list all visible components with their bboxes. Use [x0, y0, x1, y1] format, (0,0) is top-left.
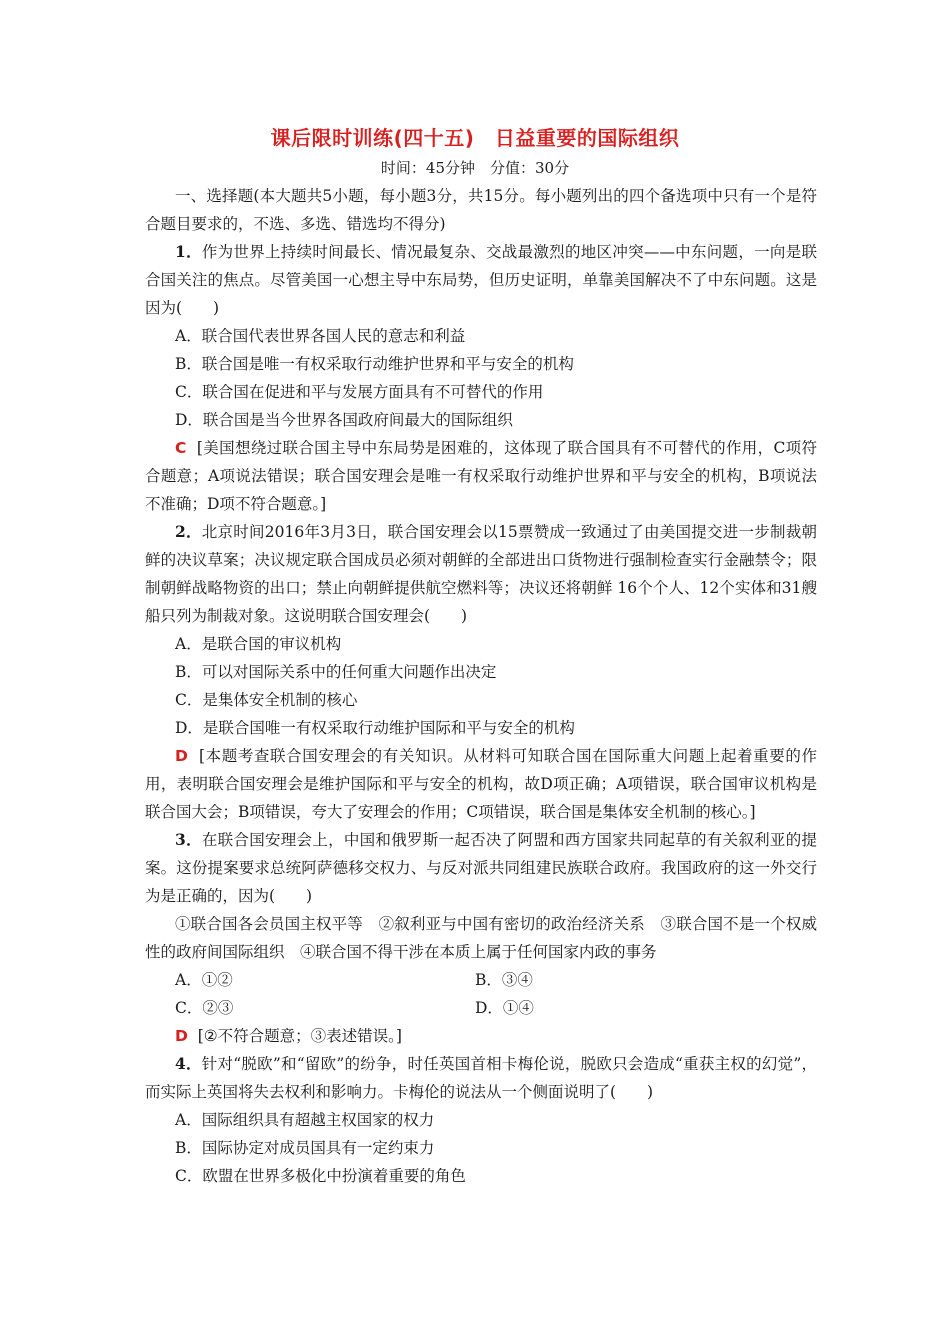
question-2-option-d: D．是联合国唯一有权采取行动维护国际和平与安全的机构 [175, 719, 575, 737]
question-4-option-b: B．国际协定对成员国具有一定约束力 [175, 1139, 435, 1157]
question-3-option-a: A．①② [175, 971, 233, 989]
answer-letter: D [175, 1027, 188, 1045]
question-4-stem [145, 1050, 817, 1106]
question-number: 1． [175, 242, 202, 261]
question-2-stem [145, 518, 817, 630]
page-title: 课后限时训练(四十五) 日益重要的国际组织 [270, 126, 680, 150]
answer-explanation: [本题考查联合国安理会的有关知识。从材料可知联合国在国际重大问题上起着重要的作用，表明联合国安理会是维护国际和平与安全的机构，故D项正确；A项错误，联合国审议机构是联合国大会；B项错误，夸大了安理会的作用；C项错误，联合国是集体安全机制的核心。] [145, 747, 817, 821]
question-number: 3． [175, 830, 202, 849]
question-text: 在联合国安理会上，中国和俄罗斯一起否决了阿盟和西方国家共同起草的有关叙利亚的提案。这份提案要求总统阿萨德移交权力、与反对派共同组建民族联合政府。我国政府的这一外交行为是正确的，因为( ) [145, 831, 817, 905]
question-3-option-c: C．②③ [175, 999, 234, 1017]
question-2-option-c: C．是集体安全机制的核心 [175, 691, 358, 709]
question-4-option-a: A．国际组织具有超越主权国家的权力 [175, 1111, 435, 1129]
question-1-answer [145, 434, 817, 518]
question-1-option-b: B．联合国是唯一有权采取行动维护世界和平与安全的机构 [175, 355, 574, 373]
question-2-option-a: A．是联合国的审议机构 [175, 635, 342, 653]
answer-explanation: [美国想绕过联合国主导中东局势是困难的，这体现了联合国具有不可替代的作用，C项符合题意；A项说法错误；联合国安理会是唯一有权采取行动维护世界和平与安全的机构，B项说法不准确；D项不符合题意。] [145, 439, 817, 513]
question-4-option-c: C．欧盟在世界多极化中扮演着重要的角色 [175, 1167, 466, 1185]
question-text: 针对“脱欧”和“留欧”的纷争，时任英国首相卡梅伦说，脱欧只会造成“重获主权的幻觉”，而实际上英国将失去权利和影响力。卡梅伦的说法从一个侧面说明了( ) [145, 1055, 817, 1101]
question-3-options-row-2 [145, 994, 817, 1022]
question-3-statements: ①联合国各会员国主权平等 ②叙利亚与中国有密切的政治经济关系 ③联合国不是一个权威性的政府间国际组织 ④联合国不得干涉在本质上属于任何国家内政的事务 [145, 915, 817, 961]
question-3-option-b: B．③④ [475, 971, 533, 989]
answer-explanation: [②不符合题意；③表述错误。] [197, 1027, 402, 1045]
section-intro: 一、选择题(本大题共5小题，每小题3分，共15分。每小题列出的四个备选项中只有一个是符合题目要求的，不选、多选、错选均不得分) [145, 187, 817, 233]
question-2-answer [145, 742, 817, 826]
question-3-options-row-1 [145, 966, 817, 994]
question-1-option-a: A．联合国代表世界各国人民的意志和利益 [175, 327, 466, 345]
question-2-option-b: B．可以对国际关系中的任何重大问题作出决定 [175, 663, 497, 681]
question-3-stem [145, 826, 817, 910]
answer-letter: D [175, 747, 188, 765]
question-number: 4． [175, 1054, 202, 1073]
question-text: 北京时间2016年3月3日，联合国安理会以15票赞成一致通过了由美国提交进一步制裁朝鲜的决议草案；决议规定联合国成员必须对朝鲜的全部进出口货物进行强制检查实行金融禁令；限制朝鲜战略物资的出口；禁止向朝鲜提供航空燃料等；决议还将朝鲜 16个个人、12个实体和31艘船只列为制裁对象。这说明联合国安理会( ) [145, 523, 817, 625]
question-1-option-d: D．联合国是当今世界各国政府间最大的国际组织 [175, 411, 513, 429]
question-text: 作为世界上持续时间最长、情况最复杂、交战最激烈的地区冲突——中东问题，一向是联合国关注的焦点。尽管美国一心想主导中东局势，但历史证明，单靠美国解决不了中东问题。这是因为( ) [145, 243, 817, 317]
question-number: 2． [175, 522, 202, 541]
question-3-answer [145, 1022, 817, 1050]
question-3-option-d: D．①④ [475, 999, 534, 1017]
exercise-content [145, 182, 817, 1190]
question-1-stem [145, 238, 817, 322]
answer-letter: C [175, 439, 187, 457]
question-1-option-c: C．联合国在促进和平与发展方面具有不可替代的作用 [175, 383, 544, 401]
time-score-info: 时间：45分钟 分值：30分 [380, 159, 570, 177]
